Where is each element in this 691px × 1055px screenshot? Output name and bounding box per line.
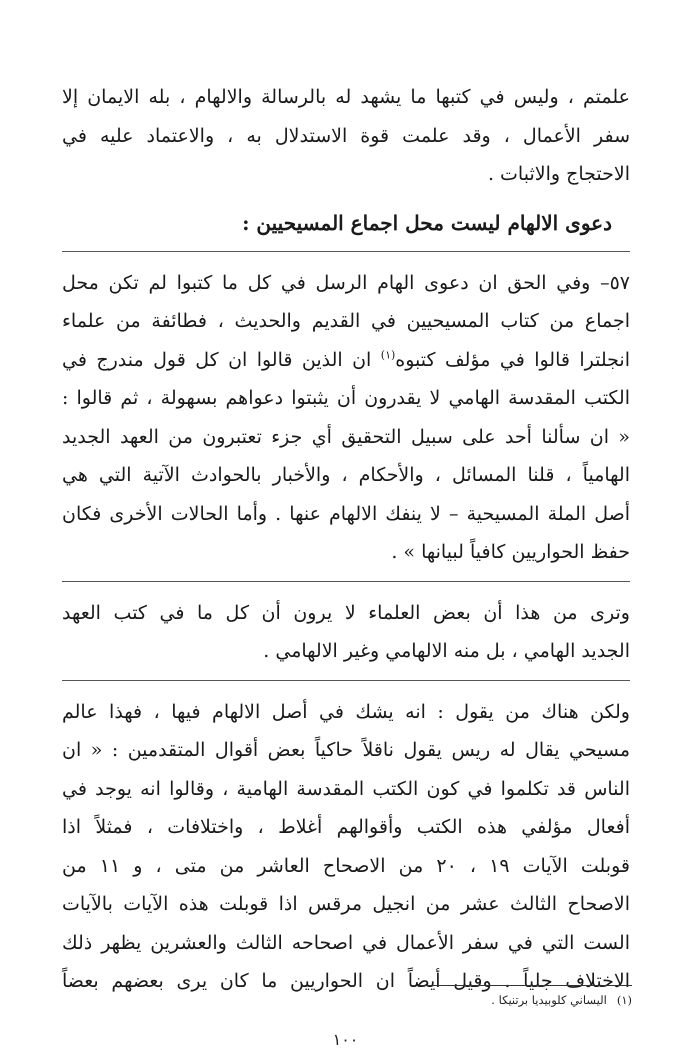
intro-paragraph bbox=[62, 78, 630, 194]
text-line: علمتم ، وليس في كتبها ما يشهد له بالرسالة والالهام ، بله الايمان إلا bbox=[62, 86, 630, 108]
text-line: الاختلاف جلياً . وقيل أيضاً ان الحواريين ما كان يرى بعضهم بعضاً bbox=[62, 970, 630, 992]
text-line: وترى من هذا أن بعض العلماء لا يرون أن كل ما في كتب العهد bbox=[62, 601, 630, 624]
text-line: الجديد الهامي ، بل منه الالهامي وغير الالهامي . bbox=[263, 640, 630, 662]
divider bbox=[62, 581, 630, 582]
divider bbox=[62, 251, 630, 252]
text-line: مسيحي يقال له ريس يقول ناقلاً حاكياً بعض أقوال المتقدمين : « ان bbox=[62, 739, 630, 761]
text-line: ولكن هناك من يقول : انه يشك في أصل الالهام فيها ، فهذا عالم bbox=[62, 700, 630, 723]
text-line: حفظ الحواريين كافياً لبيانها » . bbox=[391, 541, 630, 563]
text-line: ٥٧– وفي الحق ان دعوى الهام الرسل في كل ما كتبوا لم تكن محل bbox=[62, 271, 630, 294]
footnote-text: اليساني كلوبيديا برتنيكا . bbox=[491, 993, 607, 1007]
text-line: الاحتجاج والاثبات . bbox=[487, 163, 630, 185]
text-line: « ان سألنا أحد على سبيل التحقيق أي جزء تعتبرون من العهد الجديد bbox=[62, 425, 630, 448]
text-line: الناس قد تكلموا في كون الكتب المقدسة الهامية ، وقالوا انه يوجد في bbox=[62, 777, 630, 800]
text-segment: انجلترا قالوا في مؤلف كتبوه bbox=[395, 348, 630, 371]
footnote bbox=[418, 992, 632, 1008]
text-line: الهامياً ، قلنا المسائل ، والأحكام ، والأخبار بالحوادث الآتية التي هي bbox=[62, 464, 630, 486]
paragraph-57 bbox=[62, 264, 630, 572]
divider bbox=[62, 680, 630, 681]
text-line: اجماع من كتاب المسيحيين في القديم والحديث ، فطائفة من علماء bbox=[62, 310, 630, 332]
text-line: أصل الملة المسيحية – لا ينفك الالهام عنها . وأما الحالات الأخرى فكان bbox=[62, 502, 630, 525]
text-line: الاصحاح الثالث عشر من انجيل مرقس اذا قوبلت هذه الآيات بالآيات bbox=[62, 893, 630, 915]
page-body bbox=[62, 78, 630, 1001]
footnote-reference[interactable]: (١) bbox=[380, 348, 396, 362]
section-heading: دعوى الالهام ليست محل اجماع المسيحيين : bbox=[242, 210, 612, 235]
text-line: قوبلت الآيات ١٩ ، ٢٠ من الاصحاح العاشر من متى ، و ١١ من bbox=[62, 854, 630, 877]
footnote-divider bbox=[420, 985, 632, 986]
text-line: سفر الأعمال ، وقد علمت قوة الاستدلال به ، والاعتماد عليه في bbox=[62, 124, 630, 147]
text-line: الست التي في سفر الأعمال في اصحاحه الثالث والعشرين يظهر ذلك bbox=[62, 931, 630, 954]
text-line-with-reference bbox=[62, 341, 630, 380]
footnote-marker: (١) bbox=[616, 993, 632, 1007]
text-segment: ان الذين قالوا ان كل قول مندرج في bbox=[62, 348, 381, 371]
page-number: ١٠٠ bbox=[332, 1030, 359, 1049]
paragraph-scholars bbox=[62, 594, 630, 671]
paragraph-doubt bbox=[62, 693, 630, 1001]
text-line: الكتب المقدسة الهامي لا يقدرون أن يثبتوا دعواهم بسهولة ، ثم قالوا : bbox=[62, 387, 630, 409]
text-line: أفعال مؤلفي هذه الكتب وأقوالهم أغلاط ، واختلافات ، فمثلاً اذا bbox=[62, 816, 630, 838]
